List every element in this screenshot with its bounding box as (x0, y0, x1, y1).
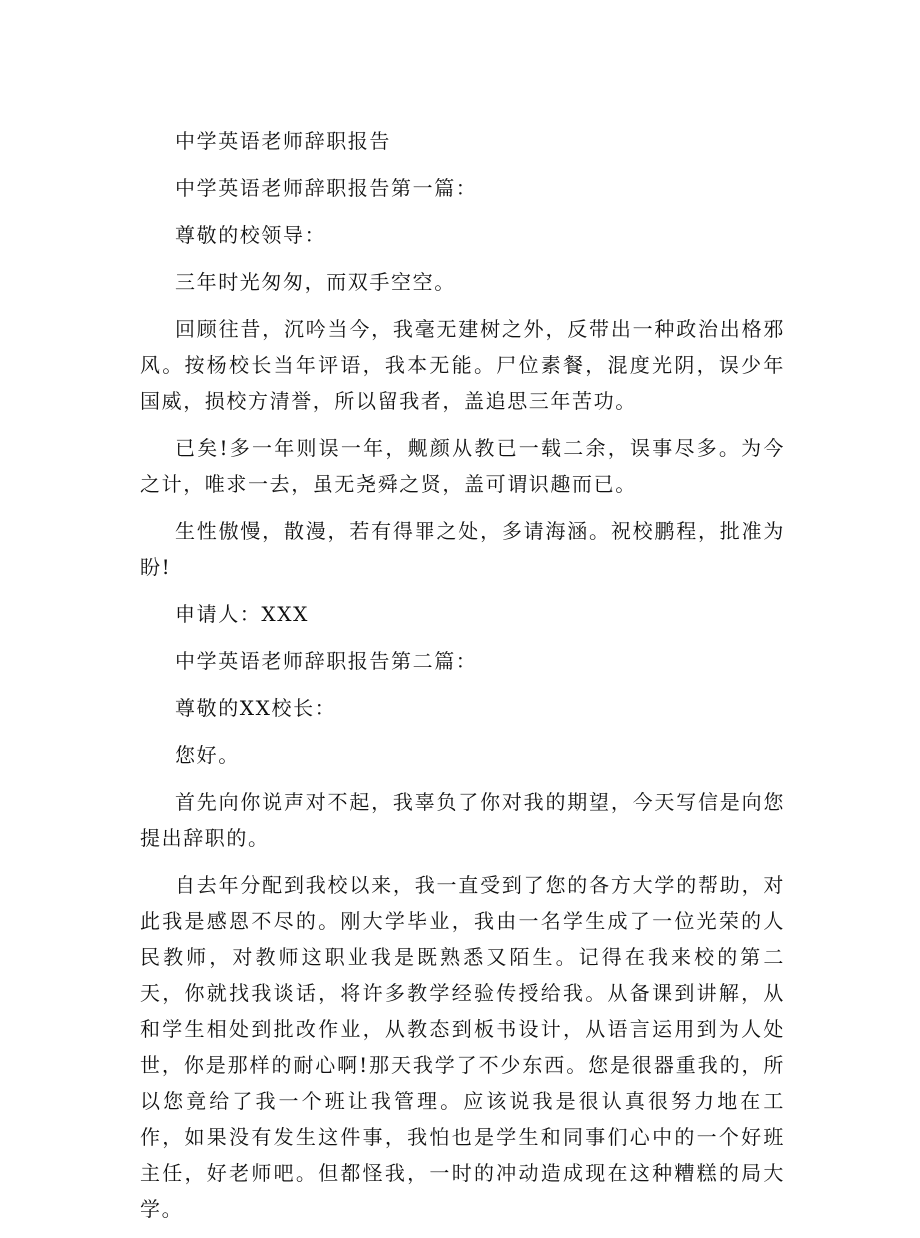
salutation-1: 尊敬的校领导： (175, 223, 327, 247)
section-heading-2: 中学英语老师辞职报告第二篇： (175, 649, 478, 673)
paragraph: 已矣!多一年则误一年，觍颜从教已一载二余，误事尽多。为今之计，唯求一去，虽无尧舜之贤，盖可谓识趣而已。 (140, 436, 785, 496)
paragraph: 您好。 (175, 743, 240, 767)
section-heading-1: 中学英语老师辞职报告第一篇： (175, 176, 478, 200)
paragraph: 首先向你说声对不起，我辜负了你对我的期望，今天写信是向您提出辞职的。 (140, 790, 785, 850)
paragraph: 自去年分配到我校以来，我一直受到了您的各方大学的帮助，对此我是感恩不尽的。刚大学毕业，我由一名学生成了一位光荣的人民教师，对教师这职业我是既熟悉又陌生。记得在我来校的第二天，你就找我谈话，将许多教学经验传授给我。从备课到讲解，从和学生相处到批改作业，从教态到板书设计，从语言运用到为人处世，你是那样的耐心啊!那天我学了不少东西。您是很器重我的，所以您竟给了我一个班让我管理。应该说我是很认真很努力地在工作，如果没有发生这件事，我怕也是学生和同事们心中的一个好班主任，好老师吧。但都怪我，一时的冲动造成现在这种糟糕的局大学。 (140, 873, 785, 1221)
salutation-2: 尊敬的XX校长： (175, 696, 337, 720)
paragraph: 回顾往昔，沉吟当今，我毫无建树之外，反带出一种政治出格邪风。按杨校长当年评语，我本无能。尸位素餐，混度光阴，误少年国威，损校方清誉，所以留我者，盖追思三年苦功。 (140, 317, 785, 413)
signature-line: 申请人：XXX (175, 602, 309, 626)
paragraph: 生性傲慢，散漫，若有得罪之处，多请海涵。祝校鹏程，批准为盼! (140, 519, 785, 579)
document-title: 中学英语老师辞职报告 (175, 129, 391, 153)
paragraph: 三年时光匆匆，而双手空空。 (175, 270, 456, 294)
document-page (140, 123, 785, 1238)
